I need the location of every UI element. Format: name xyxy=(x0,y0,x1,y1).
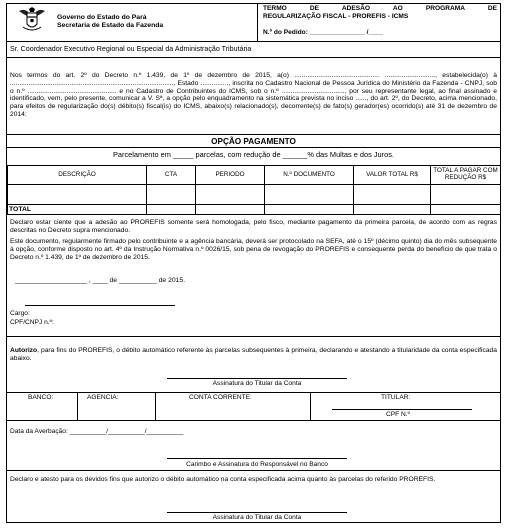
intro-paragraph: Nos termos do art. 2º do Decreto n.º 1.439, de 1º de dezembro de 2015, a(o) .............................................. ..........................., estabelecida(o) à ........................................................................................, Estado ..............., inscrita no Cadastro Nacional de Pessoa Jurídica do Ministério da Fazenda - CNPJ, sob o n.º ................................................ e no Cadastro de Contribuintes do ICMS, sob o n.º .................................., por seu representante legal, ao final assinado e identificado, vem, pelo presente, comunicar a V. Sª, a opção pelo enquadramento na sistemática prevista no inciso ......, do art. 2º, do Decreto, acima mencionado, para efeitos de regularização do(s) débito(s) fiscal(is) do ICMS, abaixo(s) relacionado(s), decorrente(s) de fato(s) gerador(es) ocorrido(s) até 31 de dezembro de 2014: xyxy=(10,72,497,119)
column-header: CTA xyxy=(147,166,196,185)
secretariat-name: Secretaria de Estado da Fazenda xyxy=(57,22,164,29)
header-divider xyxy=(257,4,258,41)
reduced-total-cell[interactable] xyxy=(431,185,501,205)
order-number-field[interactable]: N.º do Pedido: _______________ /____ xyxy=(263,29,384,36)
column-header: DESCRIÇÃO xyxy=(8,166,147,185)
cpf-cnpj-label: CPF/CNPJ n.º: xyxy=(10,319,54,326)
total-cell xyxy=(265,205,354,215)
total-value-sum-cell[interactable] xyxy=(354,205,431,215)
declaration-paragraph-1: Declaro estar ciente que a adesão ao PROREFIS somente será homologada, pelo fisco, mediante pagamento da primeira parcela, de acordo com as regras descritas no Decreto supra mencionado. xyxy=(10,219,497,234)
agency-label: AGENCIA: xyxy=(87,394,119,401)
divider xyxy=(7,57,500,58)
holder-line xyxy=(332,409,472,410)
final-signature-label: Assinatura do Titular da Conta xyxy=(212,514,302,521)
payment-option-title: OPÇÃO PAGAMENTO xyxy=(211,137,296,146)
divider xyxy=(7,134,500,135)
signature-line xyxy=(167,512,347,513)
column-header: VALOR TOTAL R$ xyxy=(354,166,431,185)
divider xyxy=(7,147,500,148)
coat-of-arms-icon xyxy=(17,7,47,33)
description-cell[interactable] xyxy=(8,185,147,205)
period-cell[interactable] xyxy=(196,185,265,205)
signature-line xyxy=(167,458,347,459)
holder-cpf-label: CPF N.º xyxy=(386,411,411,418)
divider xyxy=(155,392,156,420)
endorsement-date-field[interactable]: Data da Averbação: __________/__________/__________ xyxy=(10,428,184,435)
declaration-paragraph-2: Este documento, regularmente firmado pelo contribuinte e a agência bancária, deverá ser protocolado na SEFA, até o 15º (décimo quinto) dia do mês subsequente à opção, conforme disposto no art. 4º da Instrução Normativa n.º 0026/15, sob pena de revogação do PROREFIS e consequente perda do benefício de que trata o Decreto n.º 1.439, de 1º de dezembro de 2015. xyxy=(10,238,497,261)
divider xyxy=(310,392,311,420)
column-header: PERIODO xyxy=(196,166,265,185)
final-declaration-paragraph: Declaro e atesto para os devidos fins que autorizo o débito automático na conta especificada acima quanto às parcelas do referido PROREFIS. xyxy=(10,476,436,483)
divider xyxy=(7,392,500,393)
holder-label: TITULAR: xyxy=(381,394,411,401)
total-cell xyxy=(196,205,265,215)
document-cell[interactable] xyxy=(265,185,354,205)
term-title-line-1: TERMO DE ADESÃO AO PROGRAMA DE xyxy=(263,5,497,12)
table-total-row xyxy=(8,205,501,215)
divider xyxy=(7,470,500,471)
account-label: CONTA CORRENTE: xyxy=(189,394,252,401)
total-label: TOTAL xyxy=(8,205,147,215)
bank-label: BANCO: xyxy=(28,394,54,401)
authorization-paragraph xyxy=(10,347,497,363)
table-row[interactable] xyxy=(8,185,501,205)
cta-cell[interactable] xyxy=(147,185,196,205)
total-value-cell[interactable] xyxy=(354,185,431,205)
signature-line xyxy=(25,305,175,306)
column-header: N.º DOCUMENTO xyxy=(265,166,354,185)
form-frame xyxy=(6,3,501,523)
cargo-label: Cargo: xyxy=(10,310,30,317)
date-line[interactable]: ___________________ , ____ de __________ de 2015. xyxy=(15,277,186,284)
divider xyxy=(7,41,500,42)
term-title-line-2: REGULARIZAÇÃO FISCAL - PROREFIS - ICMS xyxy=(263,13,409,20)
addressee: Sr. Coordenador Executivo Regional ou Especial da Administração Tributária xyxy=(10,45,252,53)
bank-stamp-signature-label: Carimbo e Assinatura do Responsável no Banco xyxy=(186,461,328,468)
divider xyxy=(7,336,500,337)
account-holder-signature-label: Assinatura do Titular da Conta xyxy=(212,380,302,387)
divider xyxy=(77,392,78,420)
divider xyxy=(7,420,500,421)
government-name: Governo do Estado do Pará xyxy=(57,14,147,21)
signature-line xyxy=(167,378,347,379)
authorization-keyword: Autorizo xyxy=(10,347,38,354)
installments-line: Parcelamento em _____ parcelas, com redução de ______% das Multas e dos Juros. xyxy=(112,150,394,159)
authorization-text: , para fins do PROREFIS, o débito automático referente às parcelas subsequentes à primeira, declarando e atestando a titularidade da conta especificada abaixo. xyxy=(10,347,497,362)
column-header: TOTAL A PAGAR COM REDUÇÃO R$ xyxy=(431,166,501,185)
reduced-total-sum-cell[interactable] xyxy=(431,205,501,215)
table-header-row xyxy=(8,166,501,185)
total-cell xyxy=(147,205,196,215)
debts-table xyxy=(7,165,501,215)
